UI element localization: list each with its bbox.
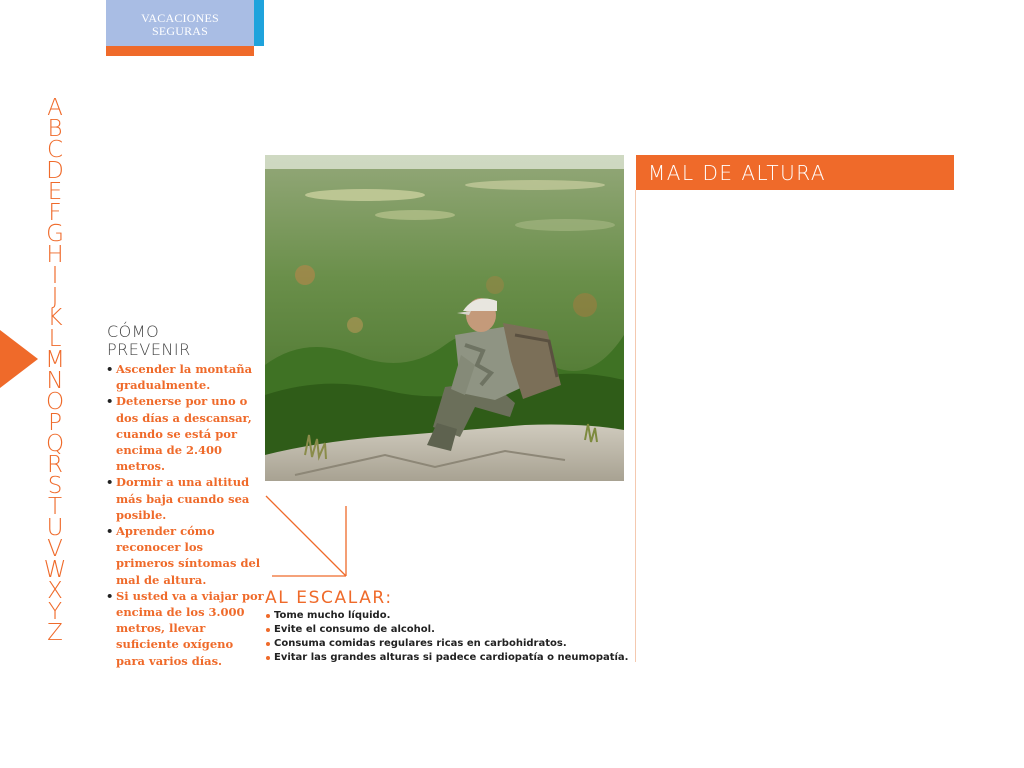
alphabet-letter[interactable]: N: [46, 368, 64, 394]
prevent-list-item: • Aprender cómo reconocer los primeros síntomas del mal de altura.: [104, 523, 264, 588]
alphabet-letter[interactable]: I: [51, 263, 59, 289]
alphabet-letter[interactable]: F: [48, 200, 62, 226]
alphabet-letter[interactable]: O: [45, 389, 65, 415]
alphabet-letter[interactable]: Y: [47, 599, 63, 625]
prevent-heading: [107, 323, 257, 359]
section-tab-label: [106, 12, 254, 38]
hiker-photo: [265, 155, 624, 481]
section-tab-line2: SEGURAS: [151, 24, 209, 38]
alphabet-letter[interactable]: A: [47, 95, 63, 121]
climbing-heading: AL ESCALAR:: [265, 588, 393, 608]
hiker-photo-illustration: [265, 155, 624, 481]
climbing-list: [265, 609, 629, 665]
section-tab-line1: VACACIONES: [141, 11, 219, 25]
alphabet-letter[interactable]: P: [48, 410, 62, 436]
alphabet-letter[interactable]: J: [51, 284, 59, 310]
prevent-list-item: • Dormir a una altitud más baja cuando sea posible.: [104, 474, 264, 523]
alphabet-letter[interactable]: C: [46, 137, 64, 163]
alphabet-index: [42, 95, 68, 646]
alphabet-letter[interactable]: L: [48, 326, 62, 352]
climbing-list-item: Evitar las grandes alturas si padece cardiopatía o neumopatía.: [265, 651, 625, 665]
climbing-list-item: Consuma comidas regulares ricas en carbohidratos.: [265, 637, 625, 651]
alphabet-letter[interactable]: T: [47, 494, 63, 520]
alphabet-letter[interactable]: Q: [45, 431, 65, 457]
alphabet-letter[interactable]: S: [47, 473, 63, 499]
current-letter-marker-icon: [0, 330, 38, 388]
alphabet-letter[interactable]: H: [46, 242, 64, 268]
prevent-list: [104, 361, 264, 669]
alphabet-letter[interactable]: M: [45, 347, 65, 373]
alphabet-letter[interactable]: D: [46, 158, 64, 184]
prevent-list-item: • Ascender la montaña gradualmente.: [104, 361, 264, 393]
alphabet-letter[interactable]: G: [46, 221, 64, 247]
prevent-heading-line2: PREVENIR: [107, 340, 191, 359]
alphabet-letter[interactable]: B: [47, 116, 63, 142]
alphabet-letter[interactable]: E: [47, 179, 63, 205]
section-tab-underline: [106, 46, 254, 56]
arrow-down-right-icon: [264, 494, 350, 580]
column-divider: [635, 190, 636, 662]
prevent-list-item: • Si usted va a viajar por encima de los 3.000 metros, llevar suficiente oxígeno para varios días.: [104, 588, 264, 669]
alphabet-letter[interactable]: R: [47, 452, 63, 478]
prevent-heading-line1: CÓMO: [107, 322, 160, 341]
alphabet-letter[interactable]: K: [47, 305, 63, 331]
alphabet-letter[interactable]: V: [47, 536, 63, 562]
alphabet-letter[interactable]: W: [43, 557, 67, 583]
alphabet-letter[interactable]: U: [46, 515, 64, 541]
alphabet-letter[interactable]: Z: [47, 620, 63, 646]
climbing-list-item: Evite el consumo de alcohol.: [265, 623, 625, 637]
climbing-list-item: Tome mucho líquido.: [265, 609, 625, 623]
altitude-sickness-title: MAL DE ALTURA: [648, 161, 827, 185]
alphabet-letter[interactable]: X: [47, 578, 63, 604]
section-tab-edge: [254, 0, 264, 46]
prevent-list-item: • Detenerse por uno o dos días a descansar, cuando se está por encima de 2.400 metros.: [104, 393, 264, 474]
